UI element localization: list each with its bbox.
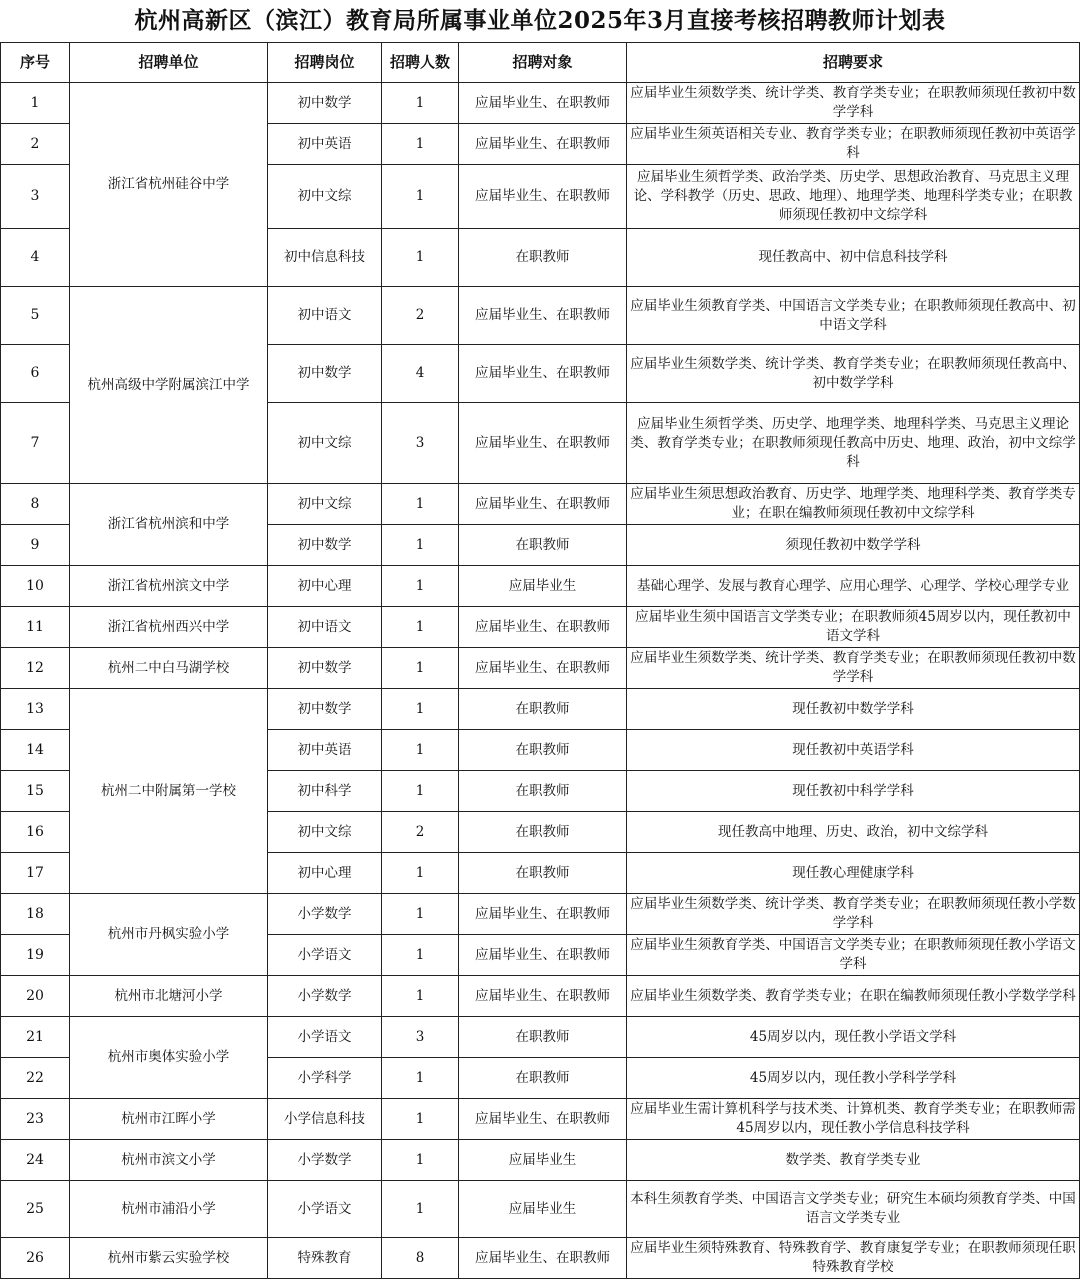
count-cell: 1 <box>382 1058 459 1099</box>
post-cell: 初中心理 <box>268 566 382 607</box>
target-cell: 在职教师 <box>459 812 627 853</box>
unit-cell: 杭州二中附属第一学校 <box>70 689 268 894</box>
target-cell: 应届毕业生、在职教师 <box>459 124 627 165</box>
seq-cell: 4 <box>1 229 70 287</box>
unit-cell: 浙江省杭州西兴中学 <box>70 607 268 648</box>
count-cell: 1 <box>382 165 459 229</box>
seq-cell: 2 <box>1 124 70 165</box>
seq-cell: 22 <box>1 1058 70 1099</box>
table-row <box>1 484 1080 525</box>
target-cell: 应届毕业生、在职教师 <box>459 345 627 403</box>
req-cell: 现任教初中数学学科 <box>627 689 1080 730</box>
req-cell: 现任教初中科学学科 <box>627 771 1080 812</box>
count-cell: 1 <box>382 1140 459 1181</box>
count-cell: 1 <box>382 229 459 287</box>
post-cell: 初中英语 <box>268 124 382 165</box>
count-cell: 1 <box>382 689 459 730</box>
seq-cell: 17 <box>1 853 70 894</box>
count-cell: 1 <box>382 484 459 525</box>
count-cell: 1 <box>382 853 459 894</box>
count-cell: 1 <box>382 525 459 566</box>
unit-cell: 浙江省杭州硅谷中学 <box>70 83 268 287</box>
table-row <box>1 1238 1080 1279</box>
post-cell: 初中文综 <box>268 484 382 525</box>
post-cell: 初中语文 <box>268 287 382 345</box>
post-cell: 小学科学 <box>268 1058 382 1099</box>
count-cell: 1 <box>382 124 459 165</box>
post-cell: 初中数学 <box>268 525 382 566</box>
post-cell: 小学信息科技 <box>268 1099 382 1140</box>
unit-cell: 杭州市江晖小学 <box>70 1099 268 1140</box>
post-cell: 小学语文 <box>268 1181 382 1238</box>
seq-cell: 16 <box>1 812 70 853</box>
req-cell: 45周岁以内，现任教小学语文学科 <box>627 1017 1080 1058</box>
count-cell: 2 <box>382 812 459 853</box>
seq-cell: 3 <box>1 165 70 229</box>
req-cell: 应届毕业生须中国语言文学类专业；在职教师须45周岁以内，现任教初中语文学科 <box>627 607 1080 648</box>
seq-cell: 24 <box>1 1140 70 1181</box>
post-cell: 初中数学 <box>268 648 382 689</box>
post-cell: 初中信息科技 <box>268 229 382 287</box>
post-cell: 初中数学 <box>268 83 382 124</box>
count-cell: 1 <box>382 771 459 812</box>
table-row <box>1 1181 1080 1238</box>
seq-cell: 19 <box>1 935 70 976</box>
unit-cell: 浙江省杭州滨和中学 <box>70 484 268 566</box>
unit-cell: 杭州高级中学附属滨江中学 <box>70 287 268 484</box>
unit-cell: 杭州市浦沿小学 <box>70 1181 268 1238</box>
seq-cell: 20 <box>1 976 70 1017</box>
req-cell: 应届毕业生须教育学类、中国语言文学类专业；在职教师须现任教高中、初中语文学科 <box>627 287 1080 345</box>
count-cell: 8 <box>382 1238 459 1279</box>
req-cell: 应届毕业生须思想政治教育、历史学、地理学类、地理科学类、教育学类专业；在职在编教师须现任教初中文综学科 <box>627 484 1080 525</box>
target-cell: 应届毕业生 <box>459 1140 627 1181</box>
count-cell: 3 <box>382 1017 459 1058</box>
table-row <box>1 1099 1080 1140</box>
target-cell: 在职教师 <box>459 853 627 894</box>
req-cell: 应届毕业生须数学类、统计学类、教育学类专业；在职教师须现任教小学数学学科 <box>627 894 1080 935</box>
req-cell: 应届毕业生须数学类、教育学类专业；在职在编教师须现任教小学数学学科 <box>627 976 1080 1017</box>
target-cell: 应届毕业生、在职教师 <box>459 894 627 935</box>
post-cell: 初中数学 <box>268 345 382 403</box>
header-count: 招聘人数 <box>382 43 459 83</box>
count-cell: 2 <box>382 287 459 345</box>
req-cell: 现任教高中、初中信息科技学科 <box>627 229 1080 287</box>
seq-cell: 5 <box>1 287 70 345</box>
target-cell: 应届毕业生 <box>459 1181 627 1238</box>
table-row <box>1 1140 1080 1181</box>
target-cell: 在职教师 <box>459 771 627 812</box>
count-cell: 1 <box>382 648 459 689</box>
req-cell: 应届毕业生须数学类、统计学类、教育学类专业；在职教师须现任教高中、初中数学学科 <box>627 345 1080 403</box>
post-cell: 初中文综 <box>268 403 382 484</box>
target-cell: 应届毕业生、在职教师 <box>459 287 627 345</box>
count-cell: 1 <box>382 894 459 935</box>
page-title: 杭州高新区（滨江）教育局所属事业单位2025年3月直接考核招聘教师计划表 <box>134 7 946 34</box>
header-unit: 招聘单位 <box>70 43 268 83</box>
req-cell: 应届毕业生须哲学类、政治学类、历史学、思想政治教育、马克思主义理论、学科教学（历史、思政、地理）、地理学类、地理科学类专业；在职教师须现任教初中文综学科 <box>627 165 1080 229</box>
req-cell: 应届毕业生须数学类、统计学类、教育学类专业；在职教师须现任教初中数学学科 <box>627 648 1080 689</box>
post-cell: 初中文综 <box>268 812 382 853</box>
seq-cell: 14 <box>1 730 70 771</box>
table-row <box>1 566 1080 607</box>
req-cell: 应届毕业生需计算机科学与技术类、计算机类、教育学类专业；在职教师需45周岁以内，现任教小学信息科技学科 <box>627 1099 1080 1140</box>
table-row <box>1 287 1080 345</box>
target-cell: 在职教师 <box>459 1017 627 1058</box>
seq-cell: 26 <box>1 1238 70 1279</box>
target-cell: 应届毕业生、在职教师 <box>459 607 627 648</box>
seq-cell: 8 <box>1 484 70 525</box>
count-cell: 1 <box>382 1099 459 1140</box>
target-cell: 应届毕业生 <box>459 566 627 607</box>
seq-cell: 1 <box>1 83 70 124</box>
post-cell: 初中数学 <box>268 689 382 730</box>
header-req: 招聘要求 <box>627 43 1080 83</box>
req-cell: 须现任教初中数学学科 <box>627 525 1080 566</box>
req-cell: 现任教高中地理、历史、政治，初中文综学科 <box>627 812 1080 853</box>
count-cell: 1 <box>382 83 459 124</box>
recruitment-table <box>0 42 1080 1279</box>
post-cell: 初中语文 <box>268 607 382 648</box>
seq-cell: 13 <box>1 689 70 730</box>
count-cell: 1 <box>382 1181 459 1238</box>
unit-cell: 浙江省杭州滨文中学 <box>70 566 268 607</box>
seq-cell: 21 <box>1 1017 70 1058</box>
count-cell: 1 <box>382 607 459 648</box>
count-cell: 1 <box>382 976 459 1017</box>
header-target: 招聘对象 <box>459 43 627 83</box>
target-cell: 应届毕业生、在职教师 <box>459 165 627 229</box>
target-cell: 应届毕业生、在职教师 <box>459 1238 627 1279</box>
table-row <box>1 976 1080 1017</box>
req-cell: 现任教心理健康学科 <box>627 853 1080 894</box>
count-cell: 1 <box>382 730 459 771</box>
target-cell: 应届毕业生、在职教师 <box>459 403 627 484</box>
unit-cell: 杭州市丹枫实验小学 <box>70 894 268 976</box>
req-cell: 现任教初中英语学科 <box>627 730 1080 771</box>
target-cell: 在职教师 <box>459 1058 627 1099</box>
unit-cell: 杭州市北塘河小学 <box>70 976 268 1017</box>
req-cell: 应届毕业生须教育学类、中国语言文学类专业；在职教师须现任教小学语文学科 <box>627 935 1080 976</box>
count-cell: 3 <box>382 403 459 484</box>
req-cell: 本科生须教育学类、中国语言文学类专业；研究生本硕均须教育学类、中国语言文学类专业 <box>627 1181 1080 1238</box>
req-cell: 应届毕业生须英语相关专业、教育学类专业；在职教师须现任教初中英语学科 <box>627 124 1080 165</box>
table-row <box>1 1017 1080 1058</box>
post-cell: 初中文综 <box>268 165 382 229</box>
post-cell: 小学数学 <box>268 894 382 935</box>
post-cell: 小学数学 <box>268 976 382 1017</box>
post-cell: 初中心理 <box>268 853 382 894</box>
count-cell: 4 <box>382 345 459 403</box>
post-cell: 小学语文 <box>268 935 382 976</box>
seq-cell: 9 <box>1 525 70 566</box>
seq-cell: 25 <box>1 1181 70 1238</box>
req-cell: 数学类、教育学类专业 <box>627 1140 1080 1181</box>
seq-cell: 15 <box>1 771 70 812</box>
target-cell: 应届毕业生、在职教师 <box>459 83 627 124</box>
req-cell: 45周岁以内，现任教小学科学学科 <box>627 1058 1080 1099</box>
target-cell: 应届毕业生、在职教师 <box>459 935 627 976</box>
seq-cell: 7 <box>1 403 70 484</box>
table-row <box>1 689 1080 730</box>
unit-cell: 杭州二中白马湖学校 <box>70 648 268 689</box>
target-cell: 在职教师 <box>459 229 627 287</box>
target-cell: 在职教师 <box>459 689 627 730</box>
count-cell: 1 <box>382 566 459 607</box>
req-cell: 应届毕业生须特殊教育、特殊教育学、教育康复学专业；在职教师须现任职特殊教育学校 <box>627 1238 1080 1279</box>
post-cell: 小学语文 <box>268 1017 382 1058</box>
unit-cell: 杭州市奥体实验小学 <box>70 1017 268 1099</box>
target-cell: 应届毕业生、在职教师 <box>459 484 627 525</box>
seq-cell: 10 <box>1 566 70 607</box>
seq-cell: 23 <box>1 1099 70 1140</box>
unit-cell: 杭州市滨文小学 <box>70 1140 268 1181</box>
table-row <box>1 648 1080 689</box>
target-cell: 应届毕业生、在职教师 <box>459 976 627 1017</box>
post-cell: 初中英语 <box>268 730 382 771</box>
table-row <box>1 607 1080 648</box>
req-cell: 基础心理学、发展与教育心理学、应用心理学、心理学、学校心理学专业 <box>627 566 1080 607</box>
header-seq: 序号 <box>1 43 70 83</box>
target-cell: 在职教师 <box>459 730 627 771</box>
target-cell: 应届毕业生、在职教师 <box>459 1099 627 1140</box>
target-cell: 应届毕业生、在职教师 <box>459 648 627 689</box>
post-cell: 特殊教育 <box>268 1238 382 1279</box>
unit-cell: 杭州市紫云实验学校 <box>70 1238 268 1279</box>
table-row <box>1 894 1080 935</box>
req-cell: 应届毕业生须数学类、统计学类、教育学类专业；在职教师须现任教初中数学学科 <box>627 83 1080 124</box>
target-cell: 在职教师 <box>459 525 627 566</box>
seq-cell: 12 <box>1 648 70 689</box>
table-row <box>1 83 1080 124</box>
req-cell: 应届毕业生须哲学类、历史学、地理学类、地理科学类、马克思主义理论类、教育学类专业；在职教师须现任教高中历史、地理、政治，初中文综学科 <box>627 403 1080 484</box>
post-cell: 小学数学 <box>268 1140 382 1181</box>
seq-cell: 6 <box>1 345 70 403</box>
header-row <box>1 43 1080 83</box>
seq-cell: 11 <box>1 607 70 648</box>
post-cell: 初中科学 <box>268 771 382 812</box>
seq-cell: 18 <box>1 894 70 935</box>
header-post: 招聘岗位 <box>268 43 382 83</box>
count-cell: 1 <box>382 935 459 976</box>
